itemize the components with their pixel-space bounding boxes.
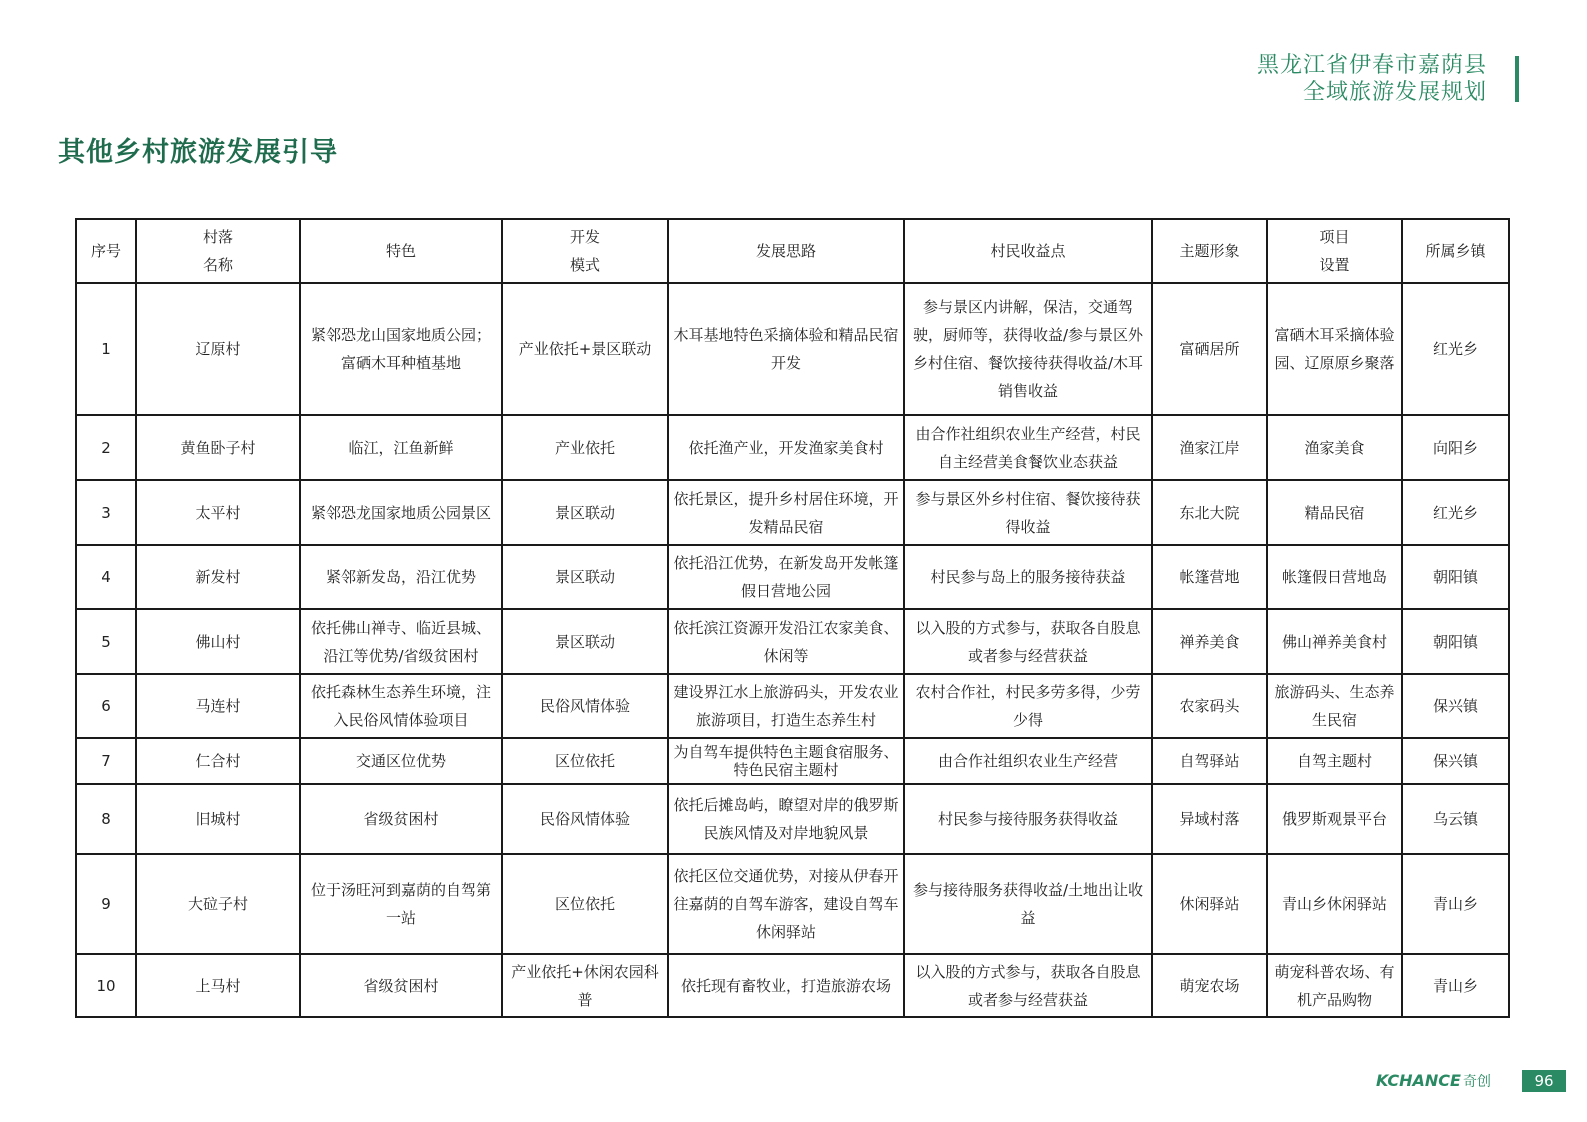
cell-dev-mode: 景区联动: [502, 480, 668, 545]
header-cell-features: 特色: [300, 219, 502, 283]
cell-project-setup: 自驾主题村: [1267, 738, 1402, 784]
cell-features: 依托佛山禅寺、临近县城、沿江等优势/省级贫困村: [300, 609, 502, 674]
cell-features: 临江，江鱼新鲜: [300, 415, 502, 480]
header-accent-bar: [1515, 56, 1519, 102]
cell-index: 2: [76, 415, 136, 480]
cell-features: 省级贫困村: [300, 784, 502, 854]
table-row: [76, 674, 1509, 738]
cell-index: 3: [76, 480, 136, 545]
header-cell-index: 序号: [76, 219, 136, 283]
cell-township: 向阳乡: [1402, 415, 1509, 480]
table-row: [76, 954, 1509, 1017]
cell-village-name: 大砬子村: [136, 854, 300, 954]
cell-dev-strategy: 依托滨江资源开发沿江农家美食、休闲等: [668, 609, 904, 674]
cell-project-setup: 渔家美食: [1267, 415, 1402, 480]
header-cell-theme-image: 主题形象: [1152, 219, 1267, 283]
header-cell-dev-mode: 开发 模式: [502, 219, 668, 283]
cell-township: 乌云镇: [1402, 784, 1509, 854]
cell-features: 位于汤旺河到嘉荫的自驾第一站: [300, 854, 502, 954]
cell-village-name: 上马村: [136, 954, 300, 1017]
cell-villager-income: 由合作社组织农业生产经营，村民自主经营美食餐饮业态获益: [904, 415, 1152, 480]
cell-project-setup: 青山乡休闲驿站: [1267, 854, 1402, 954]
cell-township: 保兴镇: [1402, 738, 1509, 784]
cell-features: 紧邻恐龙国家地质公园景区: [300, 480, 502, 545]
cell-index: 5: [76, 609, 136, 674]
cell-dev-strategy: 木耳基地特色采摘体验和精品民宿开发: [668, 283, 904, 415]
table-row: [76, 854, 1509, 954]
cell-village-name: 新发村: [136, 545, 300, 609]
document-header: [1257, 52, 1487, 106]
cell-dev-strategy: 依托沿江优势，在新发岛开发帐篷假日营地公园: [668, 545, 904, 609]
cell-township: 青山乡: [1402, 954, 1509, 1017]
cell-index: 7: [76, 738, 136, 784]
cell-theme-image: 东北大院: [1152, 480, 1267, 545]
cell-index: 1: [76, 283, 136, 415]
cell-theme-image: 休闲驿站: [1152, 854, 1267, 954]
cell-dev-strategy: 依托后摊岛屿，瞭望对岸的俄罗斯民族风情及对岸地貌风景: [668, 784, 904, 854]
cell-dev-strategy: 依托区位交通优势，对接从伊春开往嘉荫的自驾车游客，建设自驾车休闲驿站: [668, 854, 904, 954]
header-cell-dev-strategy: 发展思路: [668, 219, 904, 283]
cell-villager-income: 参与景区外乡村住宿、餐饮接待获得收益: [904, 480, 1152, 545]
cell-theme-image: 渔家江岸: [1152, 415, 1267, 480]
cell-dev-mode: 景区联动: [502, 609, 668, 674]
cell-features: 紧邻新发岛，沿江优势: [300, 545, 502, 609]
village-tourism-table: [75, 218, 1510, 1018]
cell-theme-image: 富硒居所: [1152, 283, 1267, 415]
cell-villager-income: 参与接待服务获得收益/土地出让收益: [904, 854, 1152, 954]
header-cell-project-setup: 项目 设置: [1267, 219, 1402, 283]
cell-project-setup: 萌宠科普农场、有机产品购物: [1267, 954, 1402, 1017]
cell-villager-income: 农村合作社，村民多劳多得，少劳少得: [904, 674, 1152, 738]
cell-dev-mode: 区位依托: [502, 854, 668, 954]
cell-village-name: 佛山村: [136, 609, 300, 674]
cell-dev-strategy: 依托现有畜牧业，打造旅游农场: [668, 954, 904, 1017]
cell-dev-mode: 民俗风情体验: [502, 784, 668, 854]
cell-dev-mode: 民俗风情体验: [502, 674, 668, 738]
page-number: 96: [1522, 1070, 1566, 1092]
header-cell-township: 所属乡镇: [1402, 219, 1509, 283]
cell-village-name: 旧城村: [136, 784, 300, 854]
cell-township: 青山乡: [1402, 854, 1509, 954]
cell-dev-mode: 产业依托: [502, 415, 668, 480]
cell-project-setup: 帐篷假日营地岛: [1267, 545, 1402, 609]
cell-village-name: 太平村: [136, 480, 300, 545]
cell-dev-mode: 产业依托+景区联动: [502, 283, 668, 415]
header-line-2: 全域旅游发展规划: [1302, 80, 1487, 105]
cell-project-setup: 精品民宿: [1267, 480, 1402, 545]
cell-project-setup: 旅游码头、生态养生民宿: [1267, 674, 1402, 738]
cell-features: 依托森林生态养生环境，注入民俗风情体验项目: [300, 674, 502, 738]
table-row: [76, 480, 1509, 545]
cell-features: 紧邻恐龙山国家地质公园；富硒木耳种植基地: [300, 283, 502, 415]
header-cell-village-name: 村落 名称: [136, 219, 300, 283]
cell-index: 8: [76, 784, 136, 854]
cell-township: 红光乡: [1402, 480, 1509, 545]
table-row: [76, 609, 1509, 674]
table-row: [76, 545, 1509, 609]
cell-dev-strategy: 建设界江水上旅游码头，开发农业旅游项目，打造生态养生村: [668, 674, 904, 738]
cell-villager-income: 参与景区内讲解，保洁，交通驾驶，厨师等，获得收益/参与景区外乡村住宿、餐饮接待获得收益/木耳销售收益: [904, 283, 1152, 415]
table-row: [76, 283, 1509, 415]
cell-theme-image: 异域村落: [1152, 784, 1267, 854]
cell-project-setup: 俄罗斯观景平台: [1267, 784, 1402, 854]
cell-village-name: 仁合村: [136, 738, 300, 784]
header-cell-villager-income: 村民收益点: [904, 219, 1152, 283]
cell-project-setup: 佛山禅养美食村: [1267, 609, 1402, 674]
cell-index: 6: [76, 674, 136, 738]
cell-township: 朝阳镇: [1402, 545, 1509, 609]
cell-township: 朝阳镇: [1402, 609, 1509, 674]
table-row: [76, 415, 1509, 480]
table-row: [76, 784, 1509, 854]
cell-villager-income: 村民参与岛上的服务接待获益: [904, 545, 1152, 609]
cell-dev-mode: 景区联动: [502, 545, 668, 609]
cell-village-name: 黄鱼卧子村: [136, 415, 300, 480]
cell-index: 4: [76, 545, 136, 609]
table-row: [76, 738, 1509, 784]
table-body: [76, 283, 1509, 1017]
cell-theme-image: 自驾驿站: [1152, 738, 1267, 784]
cell-theme-image: 农家码头: [1152, 674, 1267, 738]
brand-logo: [1376, 1071, 1491, 1091]
cell-index: 10: [76, 954, 136, 1017]
cell-dev-mode: 产业依托+休闲农园科普: [502, 954, 668, 1017]
cell-theme-image: 帐篷营地: [1152, 545, 1267, 609]
cell-villager-income: 以入股的方式参与，获取各自股息或者参与经营获益: [904, 609, 1152, 674]
cell-features: 交通区位优势: [300, 738, 502, 784]
brand-logo-cn: 奇创: [1462, 1074, 1491, 1090]
cell-index: 9: [76, 854, 136, 954]
cell-villager-income: 由合作社组织农业生产经营: [904, 738, 1152, 784]
cell-dev-mode: 区位依托: [502, 738, 668, 784]
cell-project-setup: 富硒木耳采摘体验园、辽原原乡聚落: [1267, 283, 1402, 415]
cell-dev-strategy: 依托景区，提升乡村居住环境，开发精品民宿: [668, 480, 904, 545]
table-header-row: [76, 219, 1509, 283]
cell-theme-image: 萌宠农场: [1152, 954, 1267, 1017]
cell-features: 省级贫困村: [300, 954, 502, 1017]
cell-villager-income: 村民参与接待服务获得收益: [904, 784, 1152, 854]
cell-township: 保兴镇: [1402, 674, 1509, 738]
cell-township: 红光乡: [1402, 283, 1509, 415]
page-title: 其他乡村旅游发展引导: [58, 137, 338, 168]
cell-villager-income: 以入股的方式参与，获取各自股息或者参与经营获益: [904, 954, 1152, 1017]
brand-logo-text: KCHANCE: [1376, 1071, 1461, 1090]
header-line-1: 黑龙江省伊春市嘉荫县: [1256, 53, 1487, 78]
cell-theme-image: 禅养美食: [1152, 609, 1267, 674]
cell-dev-strategy: 为自驾车提供特色主题食宿服务、特色民宿主题村: [668, 738, 904, 784]
cell-village-name: 马连村: [136, 674, 300, 738]
cell-dev-strategy: 依托渔产业，开发渔家美食村: [668, 415, 904, 480]
cell-village-name: 辽原村: [136, 283, 300, 415]
